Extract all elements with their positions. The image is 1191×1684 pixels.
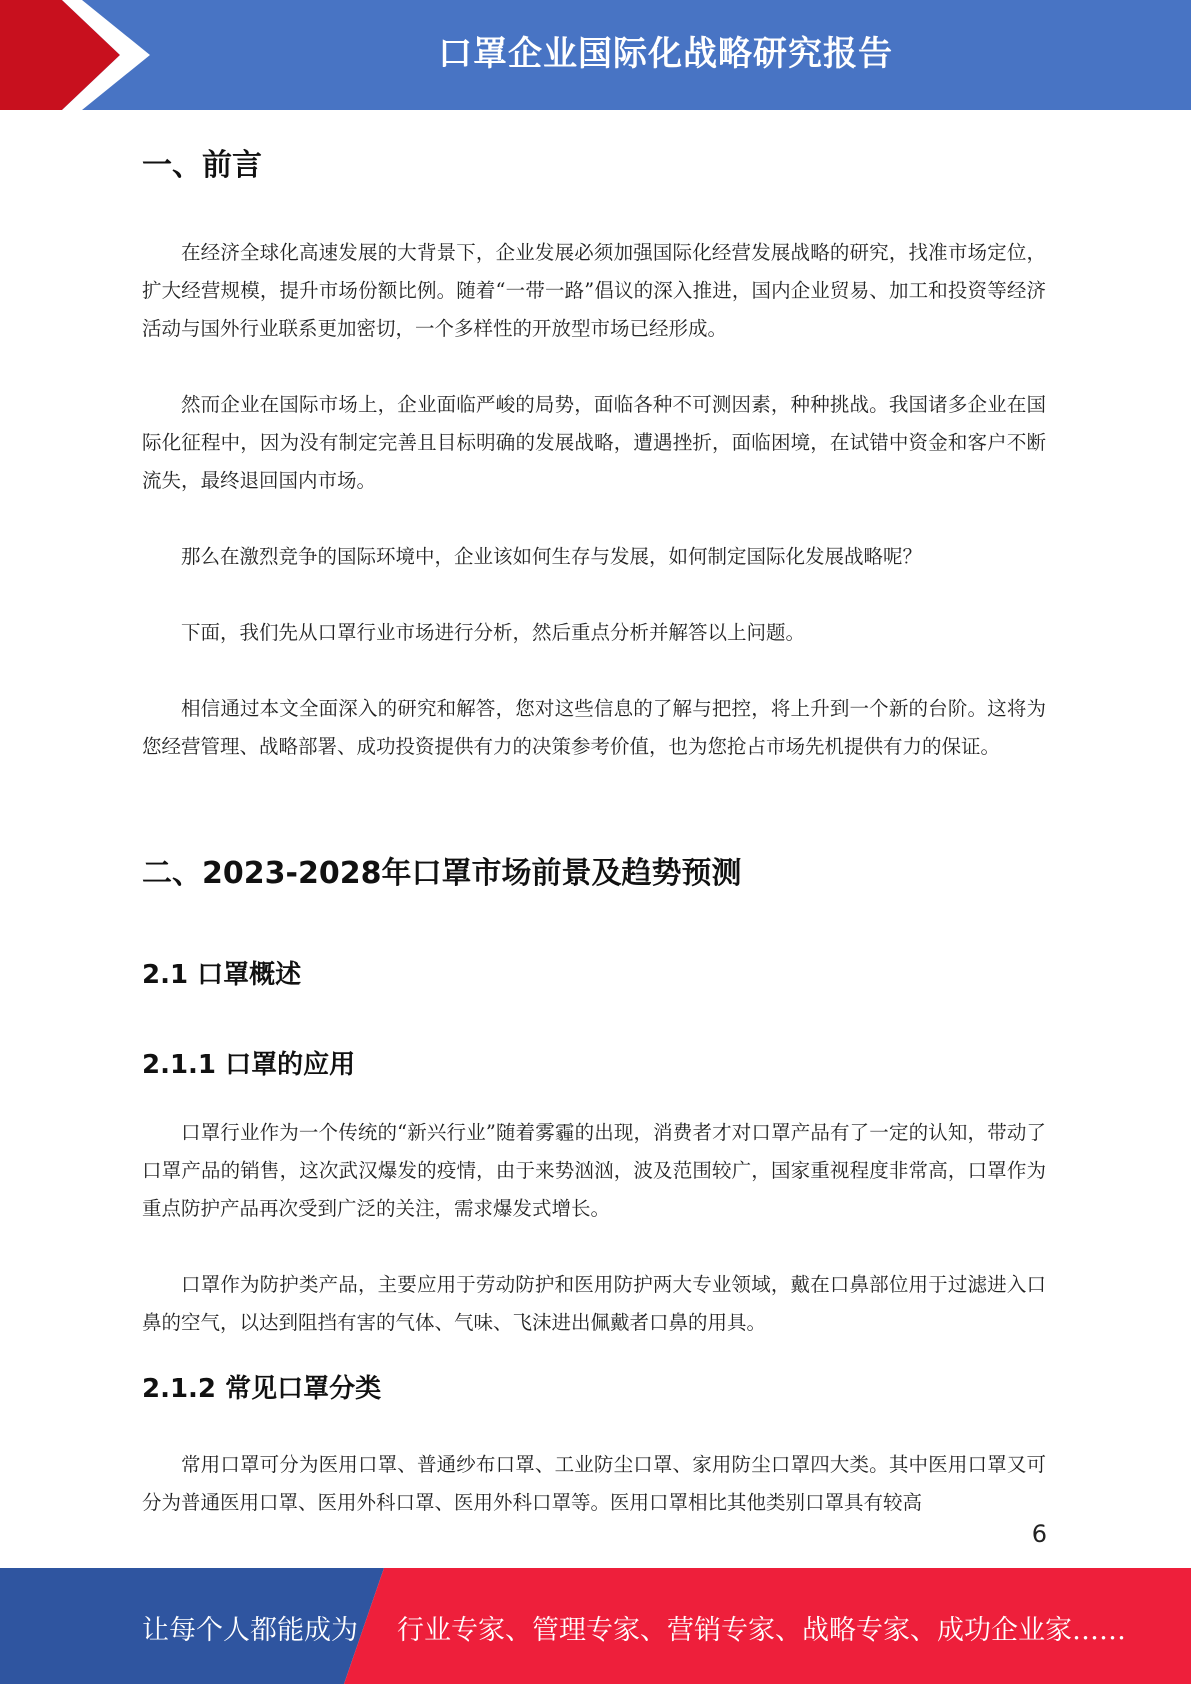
paragraph: 相信通过本文全面深入的研究和解答，您对这些信息的了解与把控，将上升到一个新的台阶。这将为您经营管理、战略部署、成功投资提供有力的决策参考价值，也为您抢占市场先机提供有力的保证。: [142, 697, 1046, 758]
subsection-heading-classification: 2.1.2 常见口罩分类: [142, 1374, 382, 1404]
footer-slogan-right: 行业专家、管理专家、营销专家、战略专家、成功企业家……: [397, 1615, 1126, 1646]
paragraph: 然而企业在国际市场上，企业面临严峻的局势，面临各种不可测因素，种种挑战。我国诸多企业在国际化征程中，因为没有制定完善且目标明确的发展战略，遭遇挫折，面临困境，在试错中资金和客户不断流失，最终退回国内市场。: [142, 393, 1046, 492]
section-heading-preface: 一、前言: [142, 148, 262, 183]
subsection-heading-overview: 2.1 口罩概述: [142, 960, 302, 990]
footer-slogan-left: 让每个人都能成为: [142, 1615, 358, 1646]
paragraph: 口罩作为防护类产品，主要应用于劳动防护和医用防护两大专业领域，戴在口鼻部位用于过滤进入口鼻的空气，以达到阻挡有害的气体、气味、飞沫进出佩戴者口鼻的用具。: [142, 1273, 1046, 1334]
section-heading-forecast: 二、2023-2028年口罩市场前景及趋势预测: [142, 856, 742, 891]
page-footer-band: [0, 1568, 1191, 1684]
subsection-heading-application: 2.1.1 口罩的应用: [142, 1050, 356, 1080]
paragraph: 那么在激烈竞争的国际环境中，企业该如何生存与发展，如何制定国际化发展战略呢？: [181, 545, 923, 568]
paragraph: 下面，我们先从口罩行业市场进行分析，然后重点分析并解答以上问题。: [181, 621, 806, 644]
page-number: 6: [1031, 1520, 1047, 1548]
paragraph: 在经济全球化高速发展的大背景下，企业发展必须加强国际化经营发展战略的研究，找准市场定位，扩大经营规模，提升市场份额比例。随着“一带一路”倡议的深入推进，国内企业贸易、加工和投资等经济活动与国外行业联系更加密切，一个多样性的开放型市场已经形成。: [142, 241, 1046, 340]
report-title: 口罩企业国际化战略研究报告: [438, 34, 893, 74]
paragraph: 常用口罩可分为医用口罩、普通纱布口罩、工业防尘口罩、家用防尘口罩四大类。其中医用口罩又可分为普通医用口罩、医用外科口罩、医用外科口罩等。医用口罩相比其他类别口罩具有较高: [142, 1453, 1046, 1514]
page-header-band: [0, 0, 1191, 110]
paragraph: 口罩行业作为一个传统的“新兴行业”随着雾霾的出现，消费者才对口罩产品有了一定的认知，带动了口罩产品的销售，这次武汉爆发的疫情，由于来势汹汹，波及范围较广，国家重视程度非常高，口罩作为重点防护产品再次受到广泛的关注，需求爆发式增长。: [142, 1121, 1046, 1220]
